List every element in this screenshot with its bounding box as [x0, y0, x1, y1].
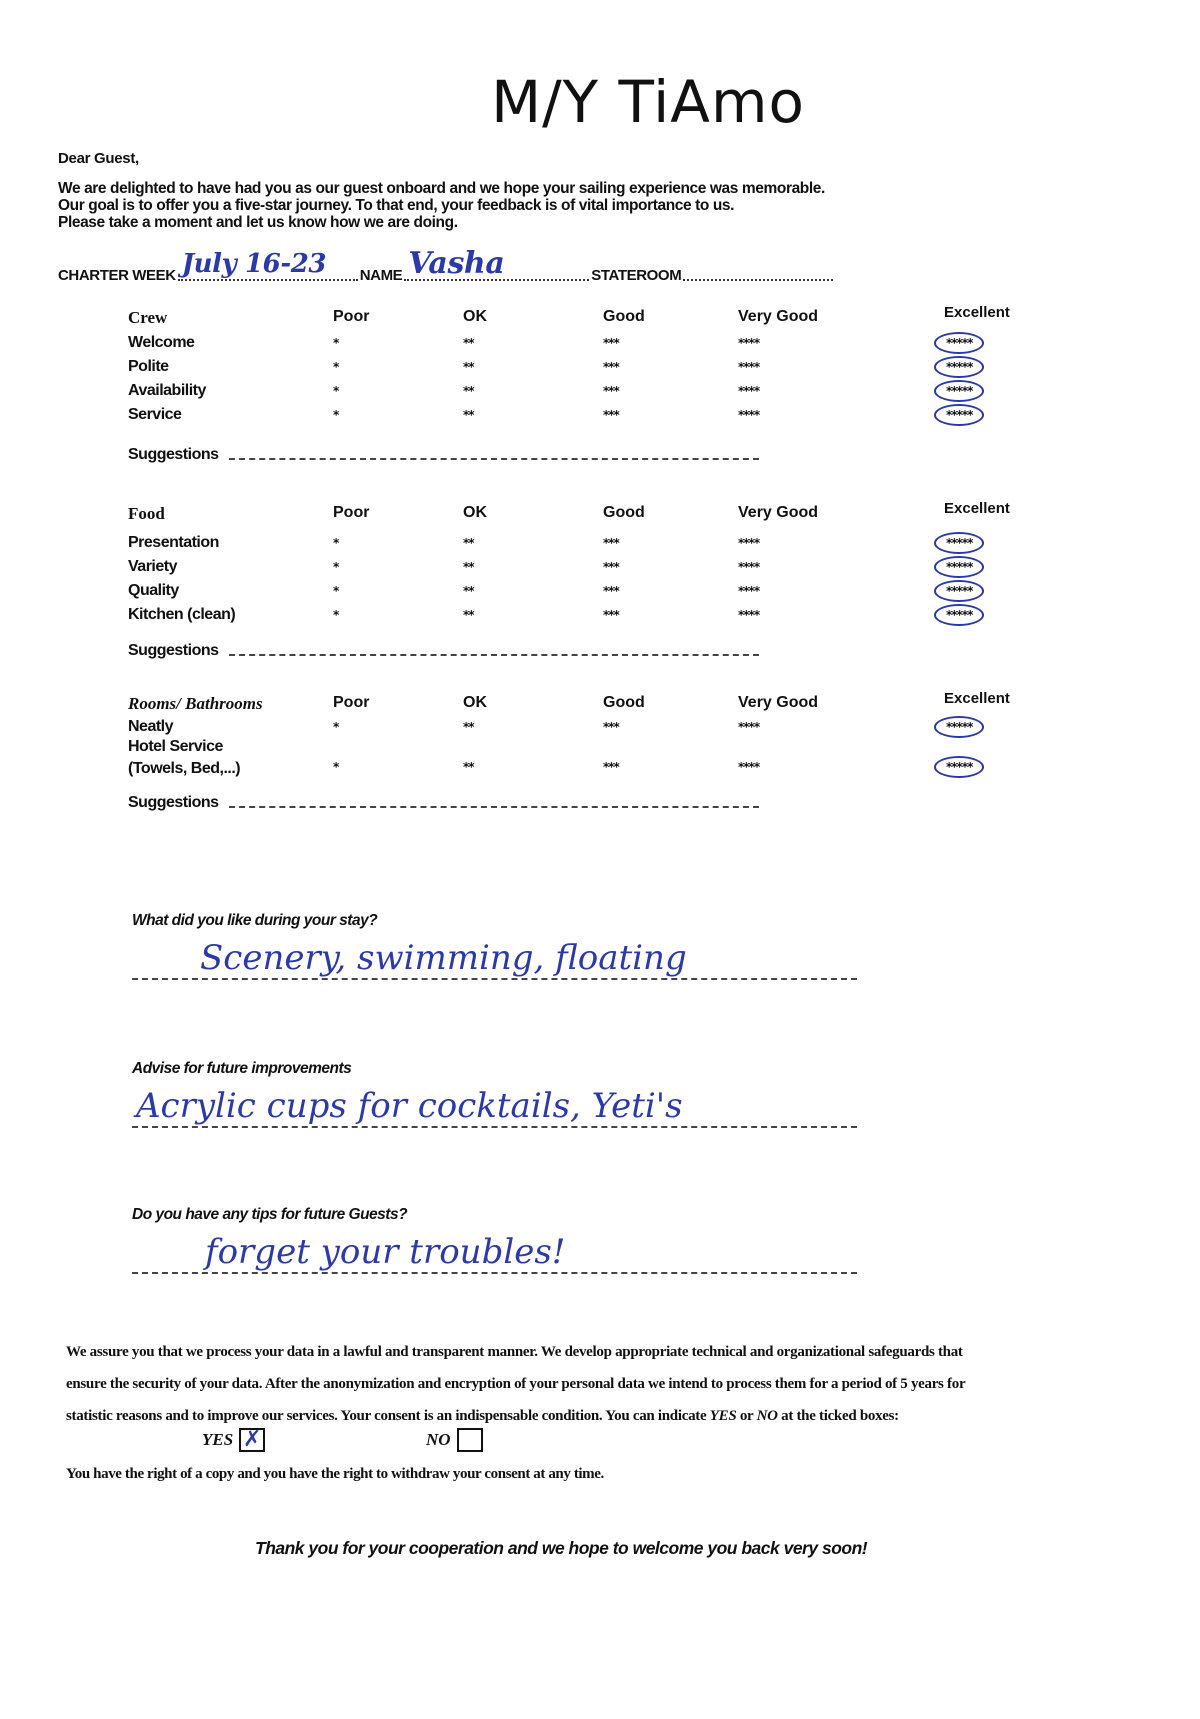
suggestions-label: Suggestions — [128, 446, 219, 463]
suggestions-line[interactable] — [229, 458, 759, 460]
rating-option-excellent[interactable]: ***** — [934, 604, 984, 626]
intro-paragraph — [58, 180, 825, 231]
rating-option-very-good[interactable]: **** — [738, 560, 760, 574]
section-title: Food — [128, 504, 165, 523]
handwritten-answer: Scenery, swimming, floating — [200, 938, 687, 978]
privacy-yes-word: YES — [709, 1408, 737, 1424]
column-header-ok: OK — [463, 504, 487, 521]
name-label: NAME — [359, 267, 403, 284]
rating-item-label: Variety — [128, 558, 177, 575]
rating-item-label: Presentation — [128, 534, 219, 551]
column-header-ok: OK — [463, 308, 487, 325]
consent-yes[interactable] — [202, 1428, 265, 1452]
column-header-good: Good — [603, 694, 645, 711]
name-field[interactable] — [404, 245, 589, 281]
rating-option-excellent[interactable]: ***** — [934, 756, 984, 778]
checkmark-icon: ✗ — [242, 1427, 262, 1452]
rating-item-label: Welcome — [128, 334, 195, 351]
rating-option-very-good[interactable]: **** — [738, 760, 760, 774]
stateroom-field[interactable] — [683, 245, 833, 281]
rating-option-ok[interactable]: ** — [463, 608, 474, 622]
rating-option-poor[interactable]: * — [333, 360, 339, 374]
intro-line: Our goal is to offer you a five-star journey. To that end, your feedback is of vital importance to us. — [58, 197, 735, 214]
rating-option-ok[interactable]: ** — [463, 760, 474, 774]
guest-info-row — [58, 244, 835, 284]
rating-option-ok[interactable]: ** — [463, 408, 474, 422]
rating-option-excellent[interactable]: ***** — [934, 580, 984, 602]
column-header-very-good: Very Good — [738, 504, 819, 521]
rating-item-label: Service — [128, 406, 182, 423]
rating-option-ok[interactable]: ** — [463, 384, 474, 398]
suggestions-label: Suggestions — [128, 642, 219, 659]
rating-option-poor[interactable]: * — [333, 720, 339, 734]
rating-option-poor[interactable]: * — [333, 584, 339, 598]
rating-option-very-good[interactable]: **** — [738, 720, 760, 734]
rating-option-ok[interactable]: ** — [463, 536, 474, 550]
suggestions-line[interactable] — [229, 806, 759, 808]
column-header-excellent: Excellent — [944, 690, 1010, 707]
rating-item-label: Neatly — [128, 718, 174, 735]
section-title: Crew — [128, 308, 168, 327]
rating-option-good[interactable]: *** — [603, 408, 619, 422]
suggestions-field[interactable] — [128, 446, 759, 464]
column-header-poor: Poor — [333, 504, 370, 521]
rating-option-poor[interactable]: * — [333, 336, 339, 350]
handwritten-answer: forget your troubles! — [205, 1232, 566, 1272]
rating-option-good[interactable]: *** — [603, 560, 619, 574]
charter-week-value: July 16-23 — [181, 249, 327, 279]
no-checkbox[interactable] — [457, 1428, 483, 1452]
privacy-text: or — [736, 1408, 757, 1424]
rating-option-very-good[interactable]: **** — [738, 384, 760, 398]
column-header-poor: Poor — [333, 308, 370, 325]
rating-option-poor[interactable]: * — [333, 560, 339, 574]
question-label: Advise for future improvements — [132, 1060, 352, 1077]
privacy-notice — [66, 1336, 1136, 1432]
page-title — [0, 68, 1200, 136]
rating-option-very-good[interactable]: **** — [738, 336, 760, 350]
rating-option-ok[interactable]: ** — [463, 560, 474, 574]
privacy-line: We assure you that we process your data in a lawful and transparent manner. We develop appropriate technical and organizational safeguards that — [66, 1344, 963, 1360]
rating-option-poor[interactable]: * — [333, 408, 339, 422]
privacy-text: statistic reasons and to improve our services. Your consent is an indispensable condition. You can indicate — [66, 1408, 710, 1424]
rating-option-good[interactable]: *** — [603, 336, 619, 350]
column-header-poor: Poor — [333, 694, 370, 711]
charter-week-field[interactable] — [178, 245, 358, 281]
rating-option-excellent[interactable]: ***** — [934, 556, 984, 578]
rating-option-good[interactable]: *** — [603, 384, 619, 398]
privacy-line: ensure the security of your data. After the anonymization and encryption of your personal data we intend to process them for a period of 5 years for — [66, 1376, 966, 1392]
rating-option-excellent[interactable]: ***** — [934, 380, 984, 402]
salutation: Dear Guest, — [58, 150, 139, 167]
rating-option-good[interactable]: *** — [603, 720, 619, 734]
rating-option-ok[interactable]: ** — [463, 584, 474, 598]
rating-option-very-good[interactable]: **** — [738, 360, 760, 374]
handwritten-answer: Acrylic cups for cocktails, Yeti's — [136, 1086, 683, 1126]
rating-item-label — [128, 738, 240, 778]
thank-you-message: Thank you for your cooperation and we hope to welcome you back very soon! — [255, 1538, 868, 1558]
rating-item-label-line: (Towels, Bed,...) — [128, 760, 241, 777]
consent-no[interactable] — [426, 1428, 483, 1452]
rating-option-excellent[interactable]: ***** — [934, 716, 984, 738]
rating-option-very-good[interactable]: **** — [738, 584, 760, 598]
rating-option-good[interactable]: *** — [603, 760, 619, 774]
column-header-very-good: Very Good — [738, 308, 819, 325]
rating-option-very-good[interactable]: **** — [738, 608, 760, 622]
charter-week-label: CHARTER WEEK — [58, 267, 176, 284]
rating-option-poor[interactable]: * — [333, 608, 339, 622]
no-label: NO — [426, 1430, 451, 1449]
rating-item-label: Availability — [128, 382, 206, 399]
column-header-good: Good — [603, 504, 645, 521]
rating-option-poor[interactable]: * — [333, 760, 339, 774]
yes-checkbox[interactable] — [239, 1428, 265, 1452]
answer-field[interactable] — [132, 978, 857, 980]
rating-option-good[interactable]: *** — [603, 608, 619, 622]
rating-option-excellent[interactable]: ***** — [934, 532, 984, 554]
rights-notice: You have the right of a copy and you have the right to withdraw your consent at any time. — [66, 1466, 604, 1482]
rating-option-good[interactable]: *** — [603, 360, 619, 374]
column-header-excellent: Excellent — [944, 500, 1010, 517]
question-label: Do you have any tips for future Guests? — [132, 1206, 408, 1223]
stateroom-label: STATEROOM — [591, 267, 682, 284]
intro-line: We are delighted to have had you as our guest onboard and we hope your sailing experience was memorable. — [58, 180, 825, 197]
title-text: M/Y TiAmo — [491, 68, 805, 136]
rating-option-excellent[interactable]: ***** — [934, 404, 984, 426]
rating-item-label: Kitchen (clean) — [128, 606, 236, 623]
rating-option-good[interactable]: *** — [603, 584, 619, 598]
answer-field[interactable] — [132, 1126, 857, 1128]
column-header-very-good: Very Good — [738, 694, 819, 711]
suggestions-line[interactable] — [229, 654, 759, 656]
suggestions-field[interactable] — [128, 794, 759, 812]
name-value: Vasha — [408, 246, 505, 281]
rating-option-excellent[interactable]: ***** — [934, 332, 984, 354]
rating-option-ok[interactable]: ** — [463, 360, 474, 374]
suggestions-label: Suggestions — [128, 794, 219, 811]
suggestions-field[interactable] — [128, 642, 759, 660]
yes-label: YES — [202, 1430, 234, 1449]
column-header-good: Good — [603, 308, 645, 325]
rating-option-ok[interactable]: ** — [463, 336, 474, 350]
rating-option-poor[interactable]: * — [333, 536, 339, 550]
rating-option-poor[interactable]: * — [333, 384, 339, 398]
rating-option-very-good[interactable]: **** — [738, 536, 760, 550]
answer-field[interactable] — [132, 1272, 857, 1274]
rating-item-label: Polite — [128, 358, 169, 375]
rating-option-very-good[interactable]: **** — [738, 408, 760, 422]
rating-option-good[interactable]: *** — [603, 536, 619, 550]
intro-line: Please take a moment and let us know how we are doing. — [58, 214, 458, 231]
privacy-text: at the ticked boxes: — [777, 1408, 899, 1424]
rating-option-excellent[interactable]: ***** — [934, 356, 984, 378]
privacy-no-word: NO — [756, 1408, 778, 1424]
section-title: Rooms/ Bathrooms — [128, 694, 263, 713]
rating-option-ok[interactable]: ** — [463, 720, 474, 734]
column-header-excellent: Excellent — [944, 304, 1010, 321]
rating-item-label: Quality — [128, 582, 179, 599]
column-header-ok: OK — [463, 694, 487, 711]
rating-item-label-line: Hotel Service — [128, 738, 223, 755]
question-label: What did you like during your stay? — [132, 912, 378, 929]
